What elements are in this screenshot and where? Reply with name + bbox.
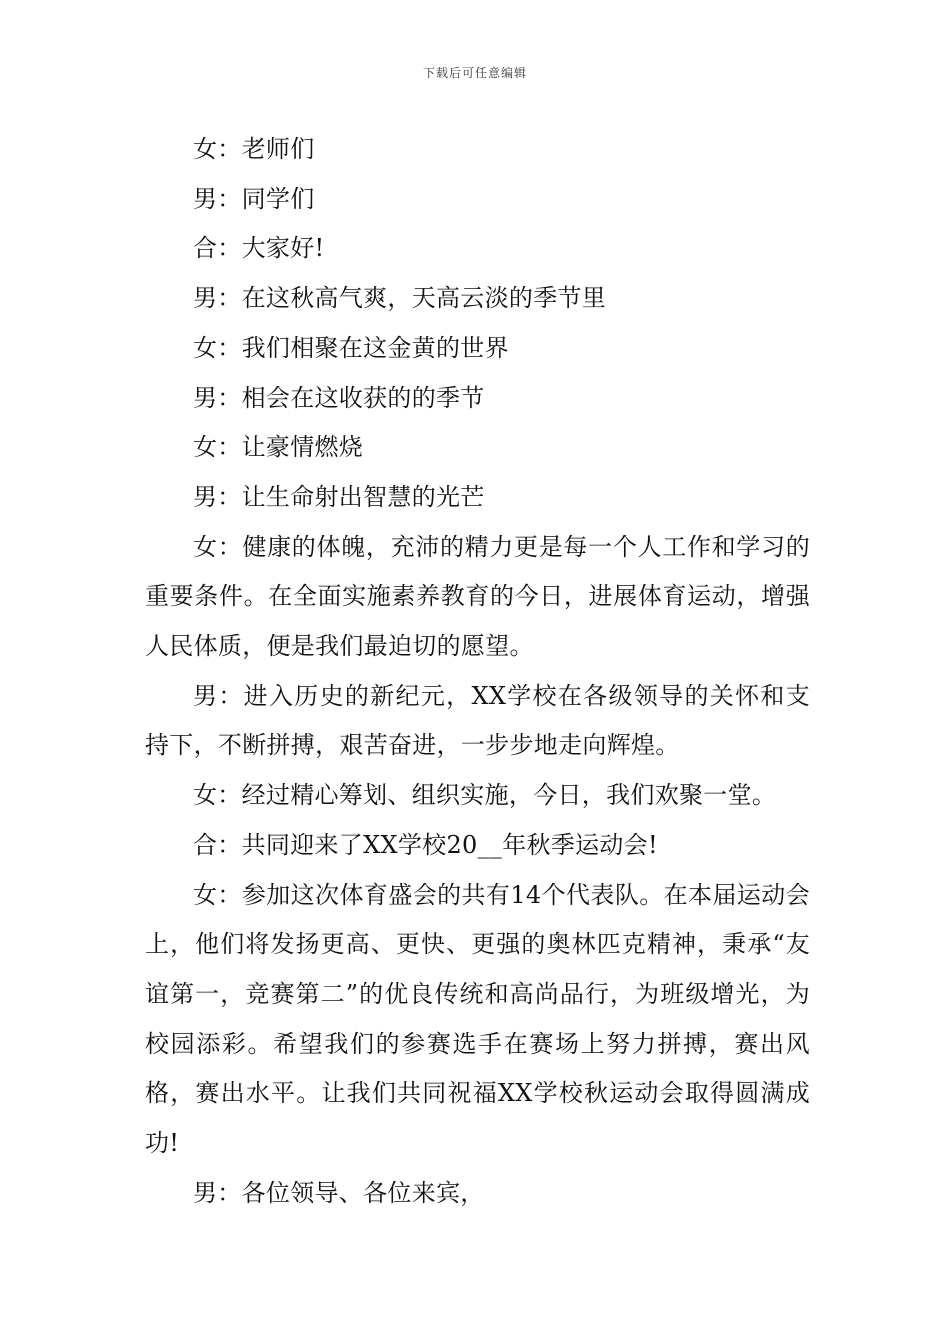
paragraph: 女：参加这次体育盛会的共有14个代表队。在本届运动会上，他们将发扬更高、更快、更强的奥林匹克精神，秉承“友谊第一，竞赛第二”的优良传统和高尚品行，为班级增光，为校园添彩。希望我们的参赛选手在赛场上努力拼搏，赛出风格，赛出水平。让我们共同祝福XX学校秋运动会取得圆满成功! bbox=[145, 880, 810, 1158]
paragraph: 男：同学们 bbox=[193, 184, 315, 213]
paragraph: 男：进入历史的新纪元，XX学校在各级领导的关怀和支持下，不断拼搏，艰苦奋进，一步步地走向辉煌。 bbox=[145, 681, 810, 760]
paragraph: 男：相会在这收获的的季节 bbox=[193, 383, 485, 412]
document-body bbox=[145, 125, 810, 1218]
paragraph: 女：老师们 bbox=[193, 135, 315, 163]
paragraph: 女：经过精心筹划、组织实施，今日，我们欢聚一堂。 bbox=[193, 781, 777, 810]
paragraph: 男：各位领导、各位来宾， bbox=[193, 1178, 485, 1207]
paragraph: 合：共同迎来了XX学校20__年秋季运动会! bbox=[193, 830, 658, 859]
paragraph: 男：让生命射出智慧的光芒 bbox=[193, 482, 485, 511]
paragraph: 男：在这秋高气爽，天高云淡的季节里 bbox=[193, 284, 607, 313]
paragraph: 女：健康的体魄，充沛的精力更是每一个人工作和学习的重要条件。在全面实施素养教育的今日，进展体育运动，增强人民体质，便是我们最迫切的愿望。 bbox=[145, 532, 810, 661]
paragraph: 女：让豪情燃烧 bbox=[193, 433, 364, 462]
paragraph: 女：我们相聚在这金黄的世界 bbox=[193, 333, 509, 362]
paragraph: 合：大家好! bbox=[193, 234, 325, 263]
header-note: 下载后可任意编辑 bbox=[422, 66, 527, 80]
